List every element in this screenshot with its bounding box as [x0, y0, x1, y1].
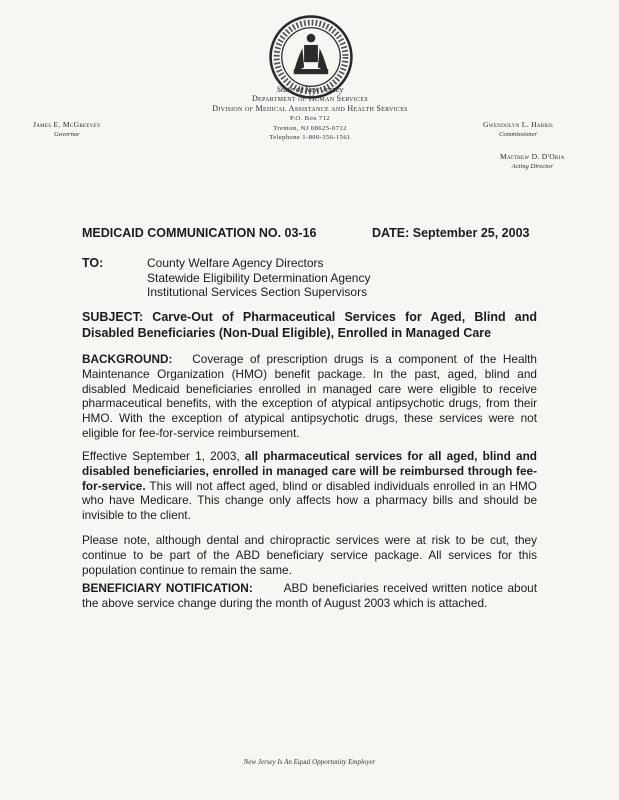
notification-text: ABD beneficiaries received written notice about the above service change during the month of August 2003 which is attached.: [82, 581, 537, 610]
notification-label: BENEFICIARY NOTIFICATION:: [82, 581, 253, 595]
to-label: TO:: [82, 256, 104, 270]
letterhead: [190, 84, 430, 143]
background-text: Coverage of prescription drugs is a component of the Health Maintenance Organization (HMO) benefit package. In the past, aged, blind and disabled Medicaid beneficiaries enrolled in managed care were eligible to receive pharmaceutical benefits, with the exception of atypical antipsychotic drugs, from their HMO. With the exception of atypical antipsychotic drugs, these services were not eligible for fee-for-service reimbursement.: [82, 352, 537, 440]
commissioner-title: Commissioner: [499, 131, 538, 138]
department-name: Department of Human Services: [251, 94, 369, 103]
governor-block: [33, 120, 101, 139]
effective-paragraph: [82, 449, 537, 523]
recipient-list: [147, 256, 370, 300]
note-paragraph: Please note, although dental and chiropractic services were at risk to be cut, they continue to be part of the ABD beneficiary service package. All services for this population continue to remain the same.: [82, 533, 537, 577]
subject-line: SUBJECT: Carve-Out of Pharmaceutical Services for Aged, Blind and Disabled Beneficiaries (Non-Dual Eligible), Enrolled in Managed Care: [82, 310, 537, 340]
effective-lead: Effective September 1, 2003,: [82, 449, 240, 463]
governor-name: James E. McGreevey: [33, 120, 101, 129]
effective-rest: This will not affect aged, blind or disabled individuals enrolled in an HMO who have Medicare. This change only affects how a pharmacy bills and should be invisible to the client.: [82, 478, 537, 523]
telephone: Telephone 1-800-356-1561: [269, 134, 351, 141]
recipient: County Welfare Agency Directors: [147, 256, 324, 270]
commissioner-name: Gwendolyn L. Harris: [483, 120, 554, 129]
director-name: Matthew D. D'Oria: [500, 152, 565, 161]
recipient: Statewide Eligibility Determination Agency: [147, 270, 371, 285]
memo-date: DATE: September 25, 2003: [372, 226, 530, 240]
effective-bold: all pharmaceutical services for all aged, blind and disabled beneficiaries, enrolled in managed care will be reimbursed through fee-for-service.: [82, 449, 537, 493]
director-title: Acting Director: [511, 163, 553, 170]
city-address: Trenton, NJ 08625-0712: [273, 124, 347, 132]
division-name: Division of Medical Assistance and Health Services: [212, 104, 408, 113]
background-label: BACKGROUND:: [82, 352, 173, 366]
commissioner-block: [483, 120, 553, 139]
notification-paragraph: [82, 581, 537, 611]
background-paragraph: [82, 352, 537, 441]
po-box: P.O. Box 712: [290, 115, 330, 122]
director-block: [500, 152, 565, 171]
communication-number: MEDICAID COMMUNICATION NO. 03-16: [82, 226, 317, 240]
footer-text: New Jersey Is An Equal Opportunity Employer: [243, 758, 376, 766]
recipient: Institutional Services Section Supervisors: [147, 285, 368, 299]
governor-title: Governor: [54, 131, 80, 138]
state-name: State of New Jersey: [276, 84, 344, 94]
